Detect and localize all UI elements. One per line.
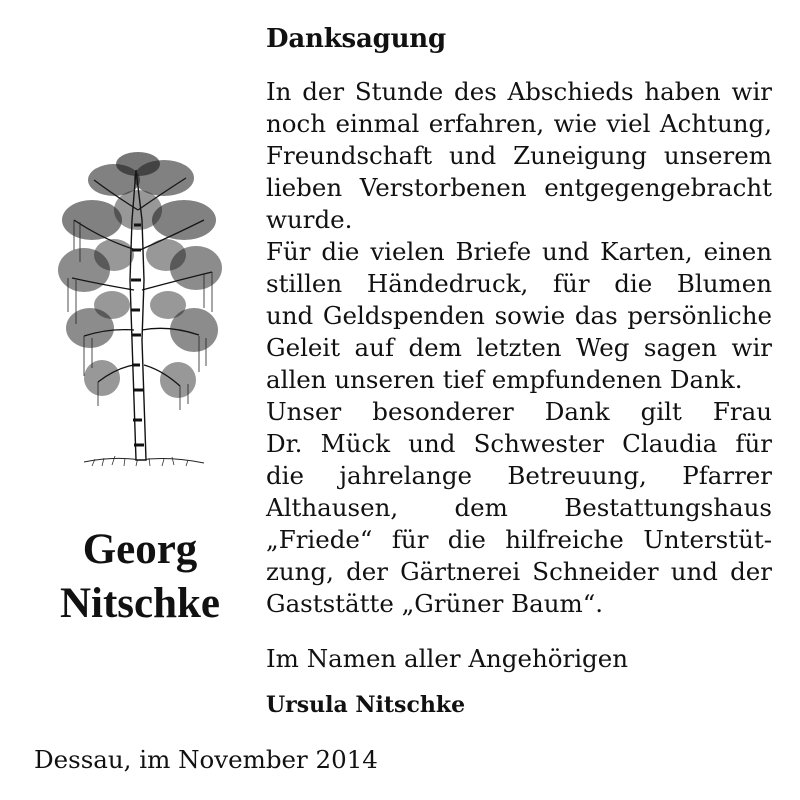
heading: Danksagung xyxy=(266,24,446,54)
text-line: zung, der Gärtnerei Schneider und der xyxy=(266,557,772,586)
text-line: die jahrelange Betreuung, Pfarrer xyxy=(266,461,772,490)
text-line: stillen Händedruck, für die Blumen xyxy=(266,269,772,298)
birch-tree-icon xyxy=(54,150,226,476)
thank-you-text xyxy=(266,76,772,620)
text-line: Freundschaft und Zuneigung unserem xyxy=(266,141,772,170)
text-line: und Geldspenden sowie das persönliche xyxy=(266,301,772,330)
text-line: Unser besonderer Dank gilt Frau xyxy=(266,397,772,426)
deceased-first-name: Georg xyxy=(82,526,198,573)
text-line: Gaststätte „Grüner Baum“. xyxy=(266,589,604,618)
text-line: Althausen, dem Bestattungshaus xyxy=(266,493,772,522)
text-line: Für die vielen Briefe und Karten, einen xyxy=(266,237,772,266)
closing-line: Im Namen aller Angehörigen xyxy=(266,644,629,673)
text-line: wurde. xyxy=(266,205,353,234)
text-line: In der Stunde des Abschieds haben wir xyxy=(266,77,772,106)
deceased-last-name: Nitschke xyxy=(59,580,221,627)
text-line: lieben Verstorbenen entgegengebracht xyxy=(266,173,772,202)
text-line: allen unseren tief empfundenen Dank. xyxy=(266,365,743,394)
place-and-date: Dessau, im November 2014 xyxy=(34,745,378,774)
text-line: Geleit auf dem letzten Weg sagen wir xyxy=(266,333,772,362)
text-line: Dr. Mück und Schwester Claudia für xyxy=(266,429,772,458)
text-line: „Friede“ für die hilfreiche Unterstüt- xyxy=(266,525,772,554)
text-line: noch einmal erfahren, wie viel Achtung, xyxy=(266,109,772,138)
signature: Ursula Nitschke xyxy=(266,692,466,718)
